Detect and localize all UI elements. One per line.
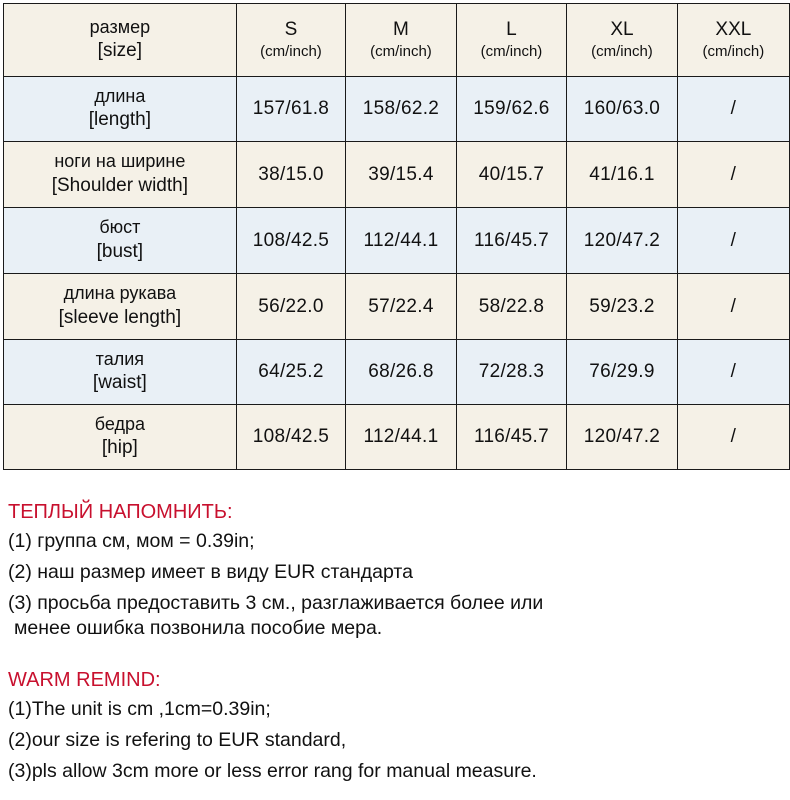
notes-ru-title: ТЕПЛЫЙ НАПОМНИТЬ: [8,501,233,523]
table-row-shoulder-width [4,142,790,208]
row-label: талия [waist] [4,340,237,405]
value-cell: 112/44.1 [346,405,457,470]
value-cell: 57/22.4 [346,274,457,340]
row-label: ноги на ширине [Shoulder width] [4,142,237,208]
header-size-xl: XL (cm/inch) [567,4,678,77]
notes-en-title: WARM REMIND: [8,669,161,691]
row-label: бюст [bust] [4,208,237,274]
value-cell: 157/61.8 [236,77,346,142]
value-cell: 68/26.8 [346,340,457,405]
row-label: бедра [hip] [4,405,237,470]
value-cell: 158/62.2 [346,77,457,142]
value-cell: 56/22.0 [236,274,346,340]
size-chart-table [3,3,790,470]
notes-ru-line-1: (1) группа см, мом = 0.39in; [8,530,255,552]
value-cell: 108/42.5 [236,208,346,274]
value-cell: / [677,274,789,340]
table-row-hip [4,405,790,470]
notes-ru-line-3a: (3) просьба предоставить 3 см., разглаживается более или [8,592,544,614]
value-cell: 108/42.5 [236,405,346,470]
value-cell: / [677,77,789,142]
value-cell: 116/45.7 [456,208,567,274]
value-cell: 58/22.8 [456,274,567,340]
value-cell: 64/25.2 [236,340,346,405]
value-cell: 72/28.3 [456,340,567,405]
table-row-length [4,77,790,142]
header-size-label: размер [size] [4,4,237,77]
value-cell: / [677,340,789,405]
value-cell: 41/16.1 [567,142,678,208]
value-cell: 120/47.2 [567,208,678,274]
notes-en-line-2: (2)our size is refering to EUR standard, [8,729,347,751]
notes-ru-line-3b: менее ошибка позвонила пособие мера. [14,617,383,639]
header-size-xxl: XXL (cm/inch) [677,4,789,77]
notes-ru-line-2: (2) наш размер имеет в виду EUR стандарта [8,561,413,583]
notes-en-line-3: (3)pls allow 3cm more or less error rang for manual measure. [8,760,537,782]
value-cell: 159/62.6 [456,77,567,142]
value-cell: 76/29.9 [567,340,678,405]
table-row-waist [4,340,790,405]
notes-russian [8,498,783,641]
header-size-l: L (cm/inch) [456,4,567,77]
value-cell: 59/23.2 [567,274,678,340]
header-size-m: M (cm/inch) [346,4,457,77]
table-row-sleeve-length [4,274,790,340]
value-cell: 40/15.7 [456,142,567,208]
notes-en-line-1: (1)The unit is cm ,1cm=0.39in; [8,698,271,720]
value-cell: 160/63.0 [567,77,678,142]
value-cell: 120/47.2 [567,405,678,470]
value-cell: / [677,208,789,274]
row-label: длина [length] [4,77,237,142]
row-label: длина рукава [sleeve length] [4,274,237,340]
table-row-bust [4,208,790,274]
value-cell: / [677,142,789,208]
header-size-s: S (cm/inch) [236,4,346,77]
value-cell: 38/15.0 [236,142,346,208]
notes-english [8,666,783,787]
value-cell: 39/15.4 [346,142,457,208]
value-cell: 112/44.1 [346,208,457,274]
header-row [4,4,790,77]
value-cell: / [677,405,789,470]
value-cell: 116/45.7 [456,405,567,470]
